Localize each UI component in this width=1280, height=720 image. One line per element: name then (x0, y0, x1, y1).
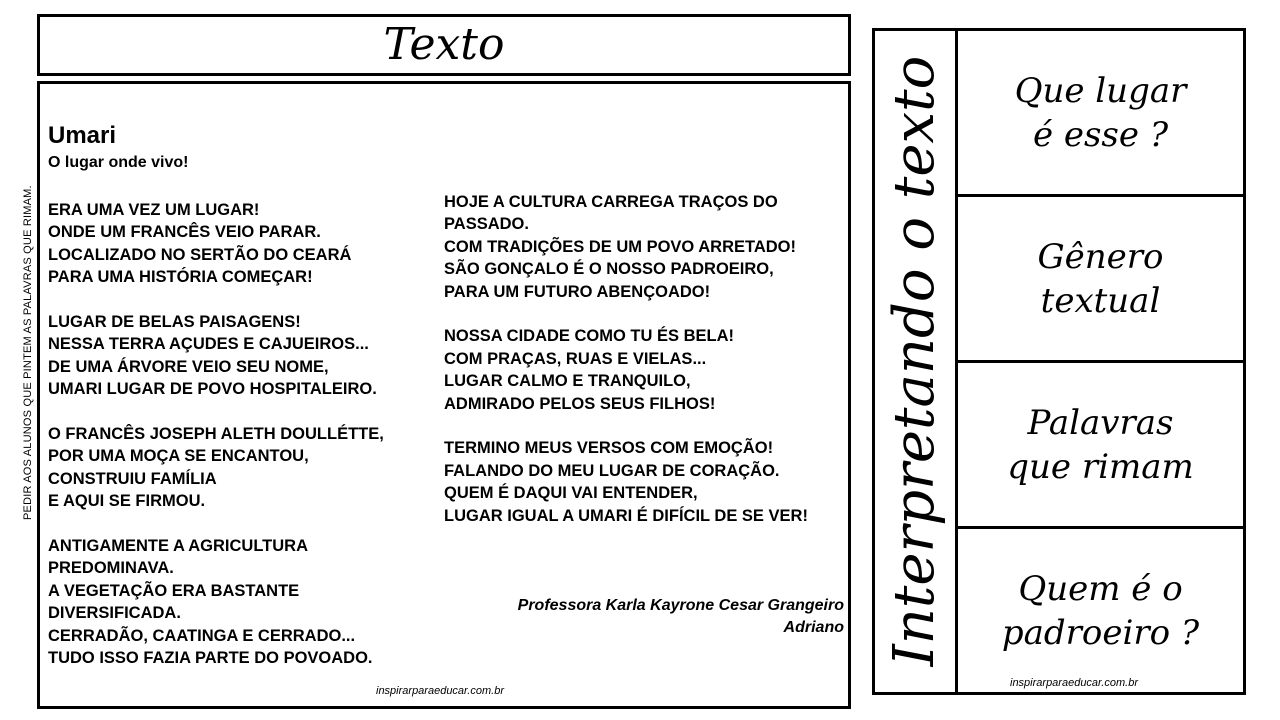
verse-line: ONDE UM FRANCÊS VEIO PARAR. (48, 223, 321, 242)
verse-line: ADMIRADO PELOS SEUS FILHOS! (444, 394, 716, 413)
verse-line: NOSSA CIDADE COMO TU ÉS BELA! (444, 327, 734, 346)
question-line: Gênero (1037, 236, 1164, 277)
verse-line: O FRANCÊS JOSEPH ALETH DOULLÉTTE, (48, 425, 384, 444)
verse-line: TUDO ISSO FAZIA PARTE DO POVOADO. (48, 649, 373, 668)
site-credit: inspirarparaeducar.com.br (376, 685, 504, 697)
question-line: textual (1040, 280, 1161, 321)
poem-subtitle: O lugar onde vivo! (48, 154, 189, 171)
stanza (444, 325, 836, 415)
verse-line: LUGAR DE BELAS PAISAGENS! (48, 313, 301, 332)
author-line: Adriano (783, 619, 844, 636)
verse-line: HOJE A CULTURA CARREGA TRAÇOS DO PASSADO. (444, 193, 778, 234)
verse-line: DE UMA ÁRVORE VEIO SEU NOME, (48, 357, 329, 376)
stanza (444, 437, 836, 527)
stanza (444, 191, 836, 303)
stanza (48, 423, 448, 513)
stanza (48, 199, 448, 289)
interpretation-panel (872, 28, 1246, 695)
vertical-title: Interpretando o texto (882, 55, 947, 667)
verse-line: NESSA TERRA AÇUDES E CAJUEIROS... (48, 335, 369, 354)
poem-title: Umari (48, 122, 117, 149)
verse-line: UMARI LUGAR DE POVO HOSPITALEIRO. (48, 380, 377, 399)
verse-line: COM PRAÇAS, RUAS E VIELAS... (444, 349, 707, 368)
verse-line: LUGAR IGUAL A UMARI É DIFÍCIL DE SE VER! (444, 506, 808, 525)
vertical-title-strip (875, 31, 958, 692)
stanza (48, 311, 448, 401)
text-header-box (37, 14, 851, 76)
verse-line: LUGAR CALMO E TRANQUILO, (444, 372, 691, 391)
verse-line: TERMINO MEUS VERSOS COM EMOÇÃO! (444, 439, 774, 458)
question-cell (958, 197, 1243, 363)
verse-line: A VEGETAÇÃO ERA BASTANTE (48, 581, 300, 600)
verse-line: CERRADÃO, CAATINGA E CERRADO... (48, 626, 356, 645)
question-cell (958, 31, 1243, 197)
stanza (48, 535, 448, 669)
poem-left-column (48, 199, 448, 692)
verse-line: LOCALIZADO NO SERTÃO DO CEARÁ (48, 245, 352, 264)
question-line: padroeiro ? (1001, 612, 1200, 653)
poem-right-column (444, 191, 836, 549)
verse-line: QUEM É DAQUI VAI ENTENDER, (444, 484, 698, 503)
question-line: Palavras (1027, 402, 1174, 443)
poem-box (37, 81, 851, 709)
verse-line: ERA UMA VEZ UM LUGAR! (48, 201, 260, 219)
header-title: Texto (383, 19, 505, 70)
verse-line: PARA UMA HISTÓRIA COMEÇAR! (48, 268, 313, 287)
verse-line: SÃO GONÇALO É O NOSSO PADROEIRO, (444, 260, 774, 279)
verse-line: E AQUI SE FIRMOU. (48, 492, 206, 511)
verse-line: POR UMA MOÇA SE ENCANTOU, (48, 447, 309, 466)
verse-line: CONSTRUIU FAMÍLIA (48, 469, 217, 488)
question-cell (958, 529, 1243, 692)
question-cell (958, 363, 1243, 529)
author-line: Professora Karla Kayrone Cesar Grangeiro (517, 597, 844, 614)
verse-line: FALANDO DO MEU LUGAR DE CORAÇÃO. (444, 461, 780, 480)
question-line: Que lugar (1014, 70, 1187, 111)
verse-line: DIVERSIFICADA. (48, 604, 181, 623)
question-line: Quem é o (1018, 568, 1183, 609)
verse-line: PREDOMINAVA. (48, 559, 174, 578)
verse-line: PARA UM FUTURO ABENÇOADO! (444, 282, 711, 301)
question-line: é esse ? (1032, 114, 1169, 155)
side-instruction-note: PEDIR AOS ALUNOS QUE PINTEM AS PALAVRAS QUE RIMAM. (22, 185, 34, 520)
site-credit: inspirarparaeducar.com.br (1010, 677, 1138, 689)
verse-line: ANTIGAMENTE A AGRICULTURA (48, 537, 309, 556)
verse-line: COM TRADIÇÕES DE UM POVO ARRETADO! (444, 237, 797, 256)
question-line: que rimam (1007, 446, 1194, 487)
poem-author (424, 595, 844, 639)
